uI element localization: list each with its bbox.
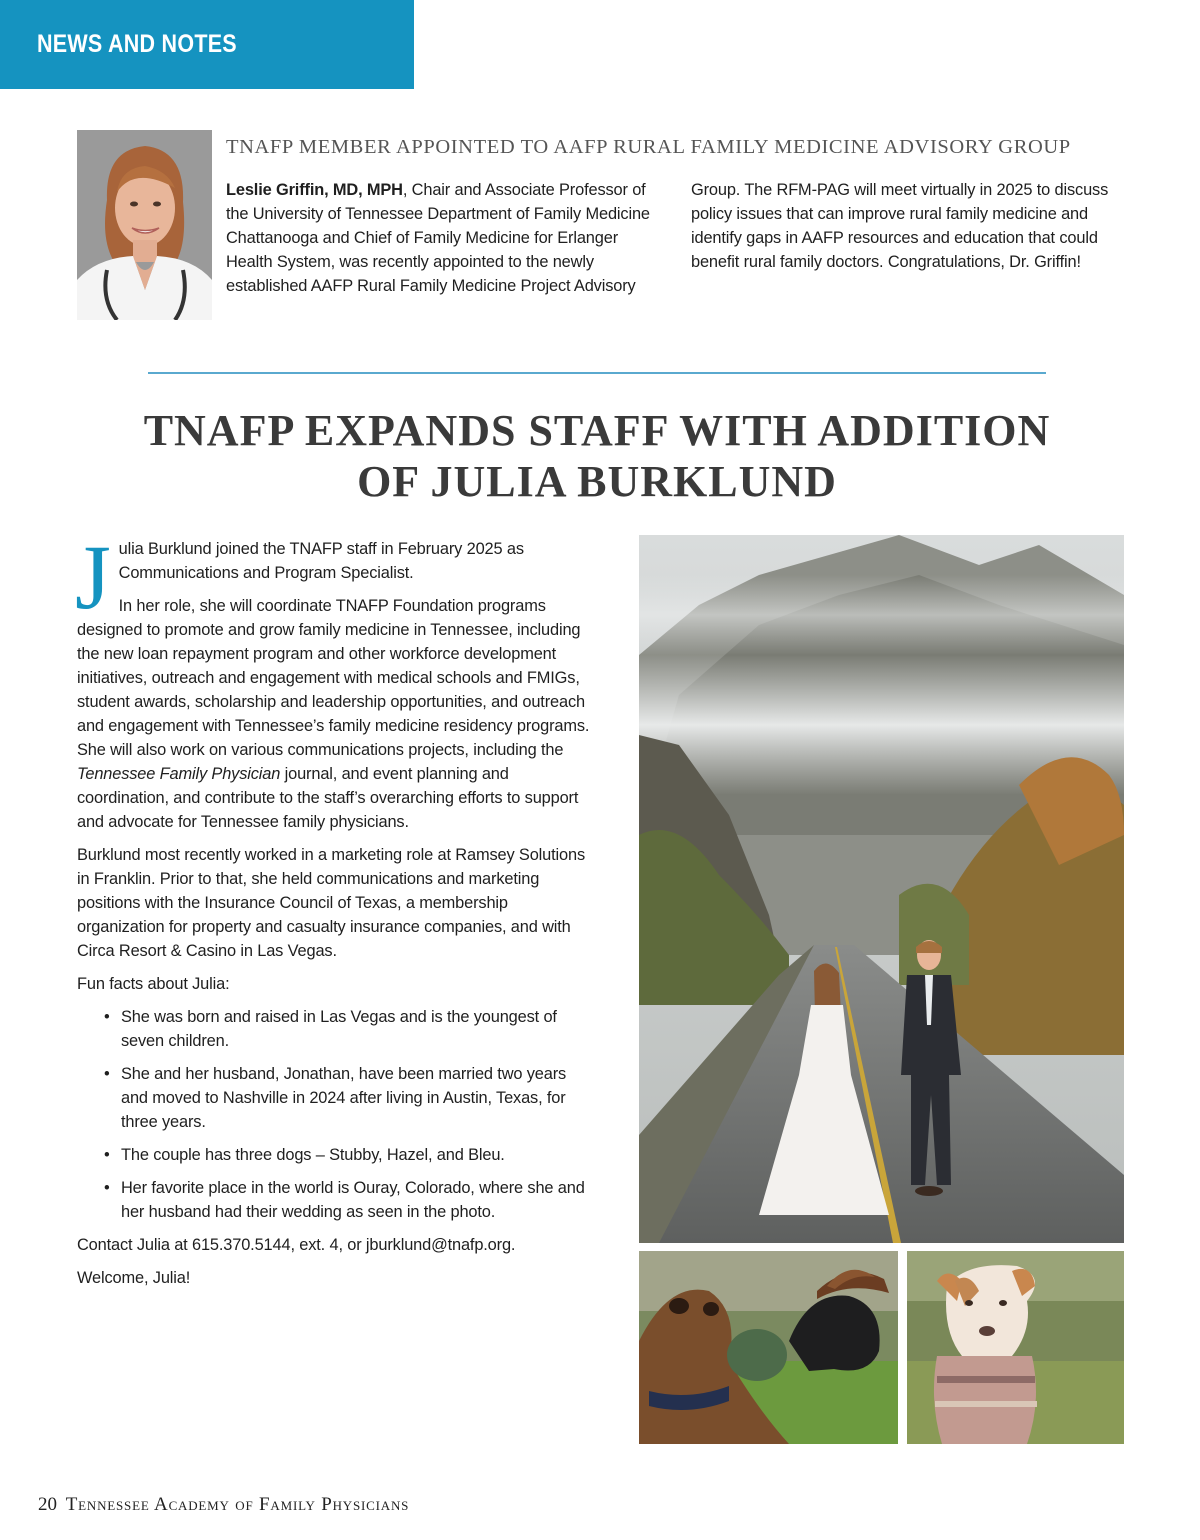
article2-title <box>100 405 1094 507</box>
article2-paragraph-3: Burklund most recently worked in a marketing role at Ramsey Solutions in Franklin. Prior to that, she held communications and marketing positions with the Insurance Council of Texas, a membership organization for property and casualty insurance companies, and with Circa Resort & Casino in Las Vegas. <box>77 846 586 960</box>
fun-facts-heading: Fun facts about Julia: <box>77 975 230 993</box>
closing-line: Welcome, Julia! <box>77 1269 191 1287</box>
bullet-icon: • <box>104 1065 110 1083</box>
journal-title: Tennessee Family Physician <box>77 765 281 783</box>
article2-body <box>75 526 597 1299</box>
fact-text: Her favorite place in the world is Ouray, Colorado, where she and her husband had their wedding as seen in the photo. <box>121 1179 585 1221</box>
list-item <box>77 1005 597 1053</box>
article2-title-line2: OF JULIA BURKLUND <box>357 457 837 506</box>
dog-photo <box>907 1251 1124 1444</box>
fact-text: She was born and raised in Las Vegas and is the youngest of seven children. <box>121 1008 557 1050</box>
drop-cap: J <box>75 526 111 628</box>
section-tab-label: NEWS AND NOTES <box>37 30 237 58</box>
list-item <box>77 1176 597 1224</box>
page-number: 20 <box>38 1494 57 1515</box>
fact-text: She and her husband, Jonathan, have been married two years and moved to Nashville in 2024 after living in Austin, Texas, for three years. <box>121 1065 567 1131</box>
bullet-icon: • <box>104 1179 110 1197</box>
list-item <box>77 1143 597 1167</box>
fun-facts-list <box>77 1005 597 1224</box>
bullet-icon: • <box>104 1146 110 1164</box>
article2-paragraph-2 <box>77 594 597 834</box>
section-tab <box>0 0 414 89</box>
dogs-photo <box>639 1251 898 1444</box>
article2-title-line1: TNAFP EXPANDS STAFF WITH ADDITION <box>143 406 1051 455</box>
article2-paragraph-1: ulia Burklund joined the TNAFP staff in February 2025 as Communications and Program Specialist. <box>118 540 524 582</box>
wedding-photo <box>639 535 1124 1243</box>
article1-heading: TNAFP MEMBER APPOINTED TO AAFP RURAL FAMILY MEDICINE ADVISORY GROUP <box>226 136 1071 158</box>
fact-text: The couple has three dogs – Stubby, Hazel, and Bleu. <box>121 1146 505 1164</box>
headshot-photo <box>77 130 212 320</box>
contact-line: Contact Julia at 615.370.5144, ext. 4, or jburklund@tnafp.org. <box>77 1236 516 1254</box>
paragraph-2-text: In her role, she will coordinate TNAFP Foundation programs designed to promote and grow family medicine in Tennessee, including the new loan repayment program and other workforce development initiatives, outreach and engagement with medical schools and FMIGs, student awards, scholarship and leadership opportunities, and outreach and engagement with Tennessee’s family medicine residency programs. She will also work on various communications projects, including the <box>77 597 590 759</box>
list-item <box>77 1062 597 1134</box>
bullet-icon: • <box>104 1008 110 1026</box>
article1-col1-text: , Chair and Associate Professor of the University of Tennessee Department of Family Medicine Chattanooga and Chief of Family Medicine for Erlanger Health System, was recently appointed to the newly established AAFP Rural Family Medicine Project Advisory <box>226 181 650 295</box>
paragraph-2-end: journal, and event planning and coordination, and contribute to the staff’s overarching efforts to support and advocate for Tennessee family physicians. <box>77 765 579 831</box>
article1-column-2: Group. The RFM-PAG will meet virtually in 2025 to discuss policy issues that can improve rural family medicine and identify gaps in AAFP resources and education that could benefit rural family doctors. Congratulations, Dr. Griffin! <box>691 181 1109 271</box>
publication-name: Tennessee Academy of Family Physicians <box>65 1494 410 1515</box>
article1-column-1 <box>226 178 656 298</box>
page-footer <box>38 1494 409 1516</box>
section-divider <box>148 372 1046 374</box>
doctor-name: Leslie Griffin, MD, MPH <box>226 181 403 199</box>
